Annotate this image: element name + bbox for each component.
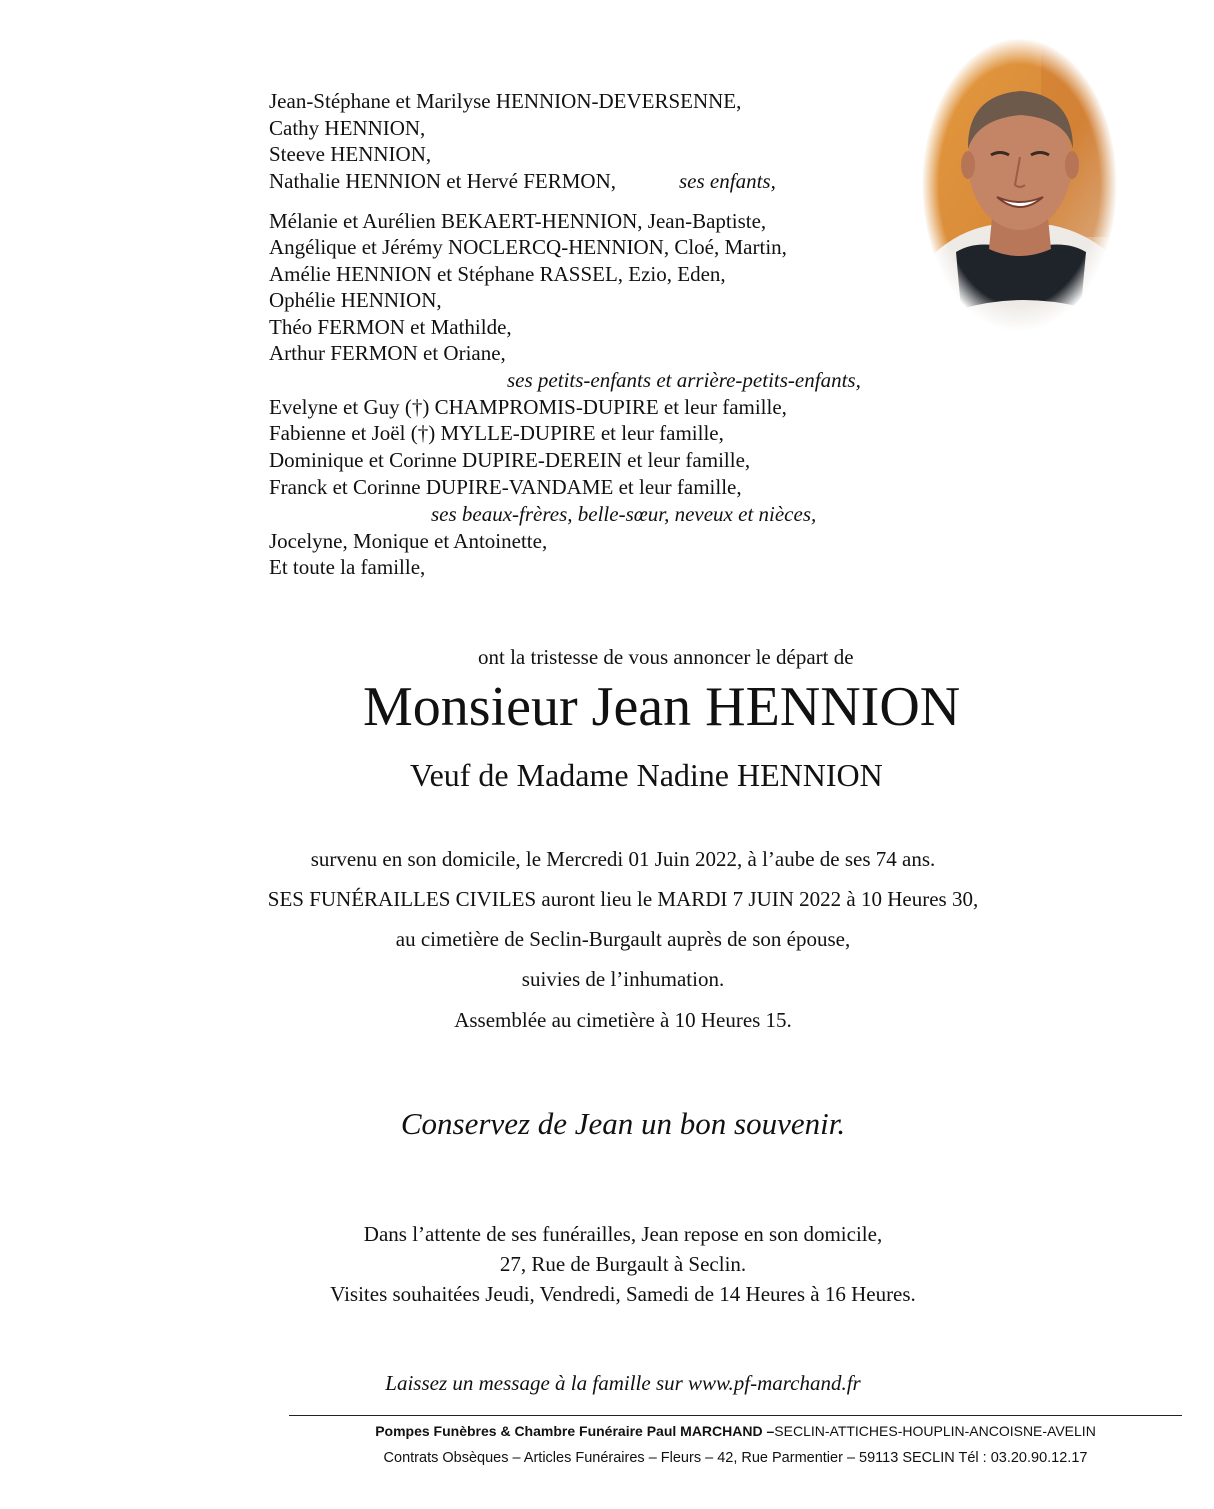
portrait-photo xyxy=(921,37,1118,333)
others-line-1: Jocelyne, Monique et Antoinette, xyxy=(269,529,548,553)
visit-line-2: 27, Rue de Burgault à Seclin. xyxy=(499,1252,747,1276)
detail-line-1: survenu en son domicile, le Mercredi 01 Juin 2022, à l’aube de ses 74 ans. xyxy=(310,847,936,871)
grandchildren-line-6: Arthur FERMON et Oriane, xyxy=(269,341,506,365)
visit-line-1: Dans l’attente de ses funérailles, Jean repose en son domicile, xyxy=(363,1222,883,1246)
footer-company xyxy=(289,1423,1182,1439)
deceased-subtitle: Veuf de Madame Nadine HENNION xyxy=(410,757,883,793)
siblings-line-4: Franck et Corinne DUPIRE-VANDAME et leur famille, xyxy=(269,475,742,499)
children-line-2: Cathy HENNION, xyxy=(269,116,426,140)
children-line-1: Jean-Stéphane et Marilyse HENNION-DEVERSENNE, xyxy=(269,89,742,113)
detail-line-4: suivies de l’inhumation. xyxy=(521,967,725,991)
grandchildren-line-2: Angélique et Jérémy NOCLERCQ-HENNION, Cloé, Martin, xyxy=(269,235,787,259)
grandchildren-line-4: Ophélie HENNION, xyxy=(269,288,442,312)
siblings-label: ses beaux-frères, belle-sœur, neveux et nièces, xyxy=(431,502,817,526)
footer-company-towns: SECLIN-ATTICHES-HOUPLIN-ANCOISNE-AVELIN xyxy=(774,1423,1096,1439)
deceased-name: Monsieur Jean HENNION xyxy=(363,676,961,738)
footer-services: Contrats Obsèques – Articles Funéraires – Fleurs – 42, Rue Parmentier – 59113 SECLIN Tél : 03.20.90.12.17 xyxy=(383,1450,1088,1466)
children-line-4: Nathalie HENNION et Hervé FERMON, xyxy=(269,169,617,193)
detail-line-3: au cimetière de Seclin-Burgault auprès de son épouse, xyxy=(395,927,851,951)
footer-company-name: Pompes Funèbres & Chambre Funéraire Paul MARCHAND – xyxy=(375,1423,775,1439)
footer-divider xyxy=(289,1415,1182,1416)
siblings-line-3: Dominique et Corinne DUPIRE-DEREIN et leur famille, xyxy=(269,448,751,472)
children-label: ses enfants, xyxy=(679,169,776,193)
detail-line-5: Assemblée au cimetière à 10 Heures 15. xyxy=(454,1008,792,1032)
children-line-3: Steeve HENNION, xyxy=(269,142,432,166)
grandchildren-label: ses petits-enfants et arrière-petits-enfants, xyxy=(507,368,861,392)
siblings-line-2: Fabienne et Joël (†) MYLLE-DUPIRE et leur famille, xyxy=(269,421,724,445)
others-line-2: Et toute la famille, xyxy=(269,555,426,579)
grandchildren-line-3: Amélie HENNION et Stéphane RASSEL, Ezio, Eden, xyxy=(269,262,726,286)
remembrance-quote: Conservez de Jean un bon souvenir. xyxy=(400,1106,846,1141)
detail-line-2: SES FUNÉRAILLES CIVILES auront lieu le MARDI 7 JUIN 2022 à 10 Heures 30, xyxy=(267,887,979,911)
grandchildren-line-1: Mélanie et Aurélien BEKAERT-HENNION, Jean-Baptiste, xyxy=(269,209,767,233)
siblings-line-1: Evelyne et Guy (†) CHAMPROMIS-DUPIRE et leur famille, xyxy=(269,395,787,419)
visit-line-3: Visites souhaitées Jeudi, Vendredi, Samedi de 14 Heures à 16 Heures. xyxy=(330,1282,916,1306)
message-link-text: Laissez un message à la famille sur www.pf-marchand.fr xyxy=(385,1371,861,1395)
grandchildren-line-5: Théo FERMON et Mathilde, xyxy=(269,315,512,339)
announcement-intro: ont la tristesse de vous annoncer le départ de xyxy=(478,645,854,669)
